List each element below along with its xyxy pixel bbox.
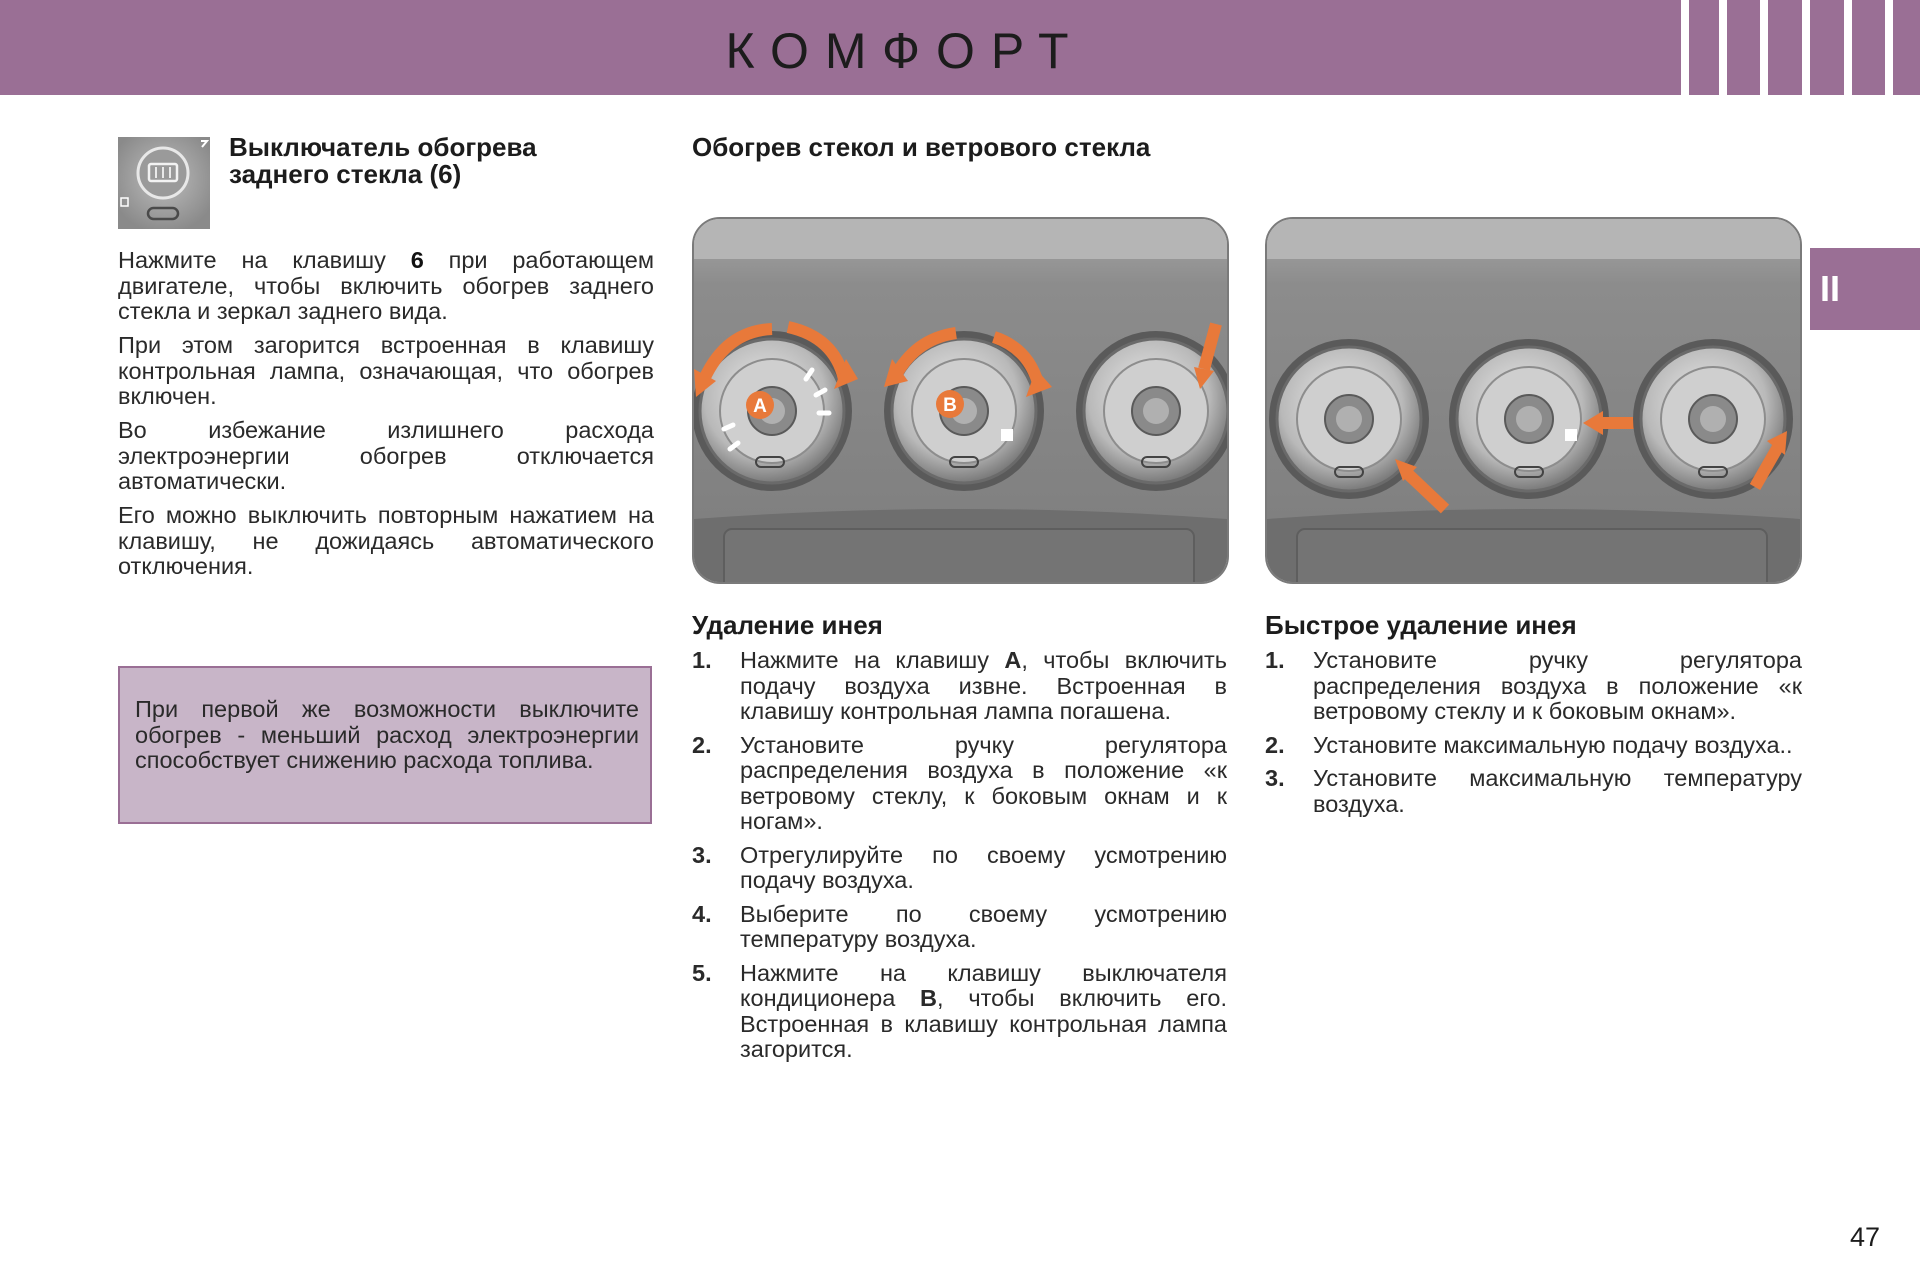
header-stripe [1844, 0, 1852, 95]
knob-b-label: B [943, 395, 957, 416]
climate-panel-image-quick-defrost [1265, 217, 1802, 584]
step-text: Установите ручку регулятора распределения воздуха в положение «к ветровому стеклу и к боковым окнам». [1313, 647, 1802, 724]
rear-defrost-heading-line2: заднего стекла (6) [229, 159, 462, 189]
defrost-heading: Удаление инея [692, 610, 883, 640]
quick-defrost-step [1265, 648, 1802, 725]
step-number: 3. [1265, 765, 1285, 791]
step-key-label: B [920, 985, 938, 1011]
step-text: Установите максимальную температуру воздуха. [1313, 765, 1802, 817]
step-text: Выберите по своему усмотрению температуру воздуха. [740, 900, 1227, 952]
defrost-step [692, 902, 1227, 953]
p1-text-before: Нажмите на клавишу [118, 247, 411, 273]
step-number: 5. [692, 959, 712, 986]
step-number: 4. [692, 900, 712, 927]
page-header [0, 0, 1920, 95]
header-stripe [1681, 0, 1689, 95]
page-title: КОМФОРТ [725, 23, 1085, 79]
step-number: 2. [692, 731, 712, 758]
rear-defrost-heading-line1: Выключатель обогрева [229, 132, 537, 162]
rear-defrost-paragraph-4: Его можно выключить повторным нажатием на клавишу, не дожидаясь автоматического отключения. [118, 502, 654, 579]
note-text: При первой же возможности выключите обогрев - меньший расход электроэнергии способствует снижению расхода топлива. [135, 696, 639, 773]
step-text-before: Нажмите на клавишу выключателя кондиционера [740, 959, 1227, 1011]
header-stripe [1760, 0, 1768, 95]
defrost-step [692, 733, 1227, 835]
step-text: Отрегулируйте по своему усмотрению подачу воздуха. [740, 841, 1227, 893]
header-stripe [1885, 0, 1893, 95]
rear-defrost-paragraph-2: При этом загорится встроенная в клавишу контрольная лампа, означающая, что обогрев включен. [118, 332, 654, 409]
knob-a-label: A [753, 396, 767, 417]
step-text-before: Нажмите на клавишу [740, 647, 1005, 673]
quick-defrost-step [1265, 766, 1802, 817]
header-stripe [1802, 0, 1810, 95]
step-number: 1. [692, 647, 712, 673]
chapter-tab: II [1810, 248, 1920, 330]
step-text: Установите максимальную подачу воздуха.. [1313, 731, 1793, 758]
defrost-step [692, 843, 1227, 894]
note-box [118, 666, 652, 824]
step-number: 1. [1265, 647, 1285, 673]
climate-panel-image-defrost [692, 217, 1229, 584]
step-text [740, 648, 1227, 725]
step-text-after: , чтобы включить подачу воздуха извне. Встроенная в клавишу контрольная лампа погашена. [740, 647, 1227, 724]
quick-defrost-steps-list [1265, 648, 1802, 825]
defrost-step [692, 648, 1227, 725]
defrost-step [692, 961, 1227, 1063]
header-stripe [1719, 0, 1727, 95]
step-text [740, 961, 1227, 1063]
quick-defrost-step [1265, 733, 1802, 759]
step-number: 3. [692, 841, 712, 868]
page-number: 47 [1849, 1222, 1880, 1252]
rear-defrost-paragraph-1 [118, 248, 654, 325]
windows-heating-heading: Обогрев стекол и ветрового стекла [692, 132, 1151, 162]
quick-defrost-heading: Быстрое удаление инея [1265, 610, 1577, 640]
p1-text-after: при работающем двигателе, чтобы включить обогрев заднего стекла и зеркал заднего вида. [118, 247, 655, 324]
step-text-after: , чтобы включить его. Встроенная в клавишу контрольная лампа загорится. [740, 985, 1227, 1062]
step-key-label: A [1004, 647, 1022, 673]
step-number: 2. [1265, 731, 1285, 758]
defrost-steps-list [692, 648, 1227, 1071]
p1-key-number: 6 [410, 247, 424, 273]
step-text: Установите ручку регулятора распределения воздуха в положение «к ветровому стеклу, к боковым окнам и к ногам». [740, 731, 1227, 834]
rear-defrost-heading [229, 134, 537, 188]
rear-defrost-button-icon [118, 137, 210, 229]
rear-defrost-paragraph-3: Во избежание излишнего расхода электроэнергии обогрев отключается автоматически. [118, 417, 654, 494]
